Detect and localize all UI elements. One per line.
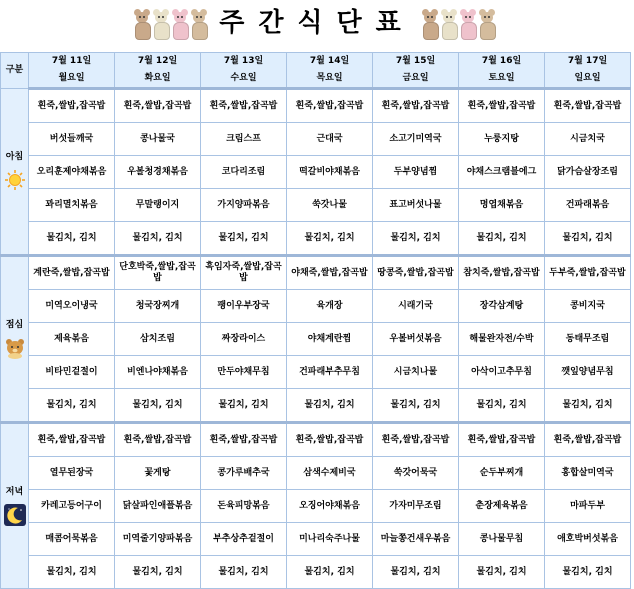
menu-cell: 시금치나물 [373,356,459,389]
menu-cell: 두부죽,쌀밥,잡곡밥 [545,256,631,290]
menu-cell: 물김치, 김치 [459,222,545,256]
menu-cell: 물김치, 김치 [29,222,115,256]
menu-cell: 물김치, 김치 [545,556,631,589]
menu-cell: 물김치, 김치 [201,556,287,589]
mouse-icon [459,8,477,40]
menu-cell: 우볼버섯볶음 [373,323,459,356]
menu-cell: 콩가루배추국 [201,457,287,490]
date-header-row [1,53,631,71]
menu-cell: 무말랭이지 [115,189,201,222]
menu-cell: 버섯들깨국 [29,123,115,156]
menu-cell: 흰죽,쌀밥,잡곡밥 [201,89,287,123]
menu-cell: 장각삼계탕 [459,290,545,323]
meal-label: 점심 [5,319,24,330]
menu-cell: 흰죽,쌀밥,잡곡밥 [287,89,373,123]
bear-icon [4,337,26,359]
menu-cell: 흰죽,쌀밥,잡곡밥 [373,89,459,123]
meal-cell [1,256,29,423]
meal-label: 저녁 [5,486,24,497]
meal-cell [1,89,29,256]
menu-cell: 짜장라이스 [201,323,287,356]
menu-cell: 흰죽,쌀밥,잡곡밥 [459,89,545,123]
menu-cell: 미역오이냉국 [29,290,115,323]
menu-cell: 삼치조림 [115,323,201,356]
menu-row [1,523,631,556]
menu-row [1,89,631,123]
menu-cell: 소고기미역국 [373,123,459,156]
menu-cell: 흰죽,쌀밥,잡곡밥 [373,423,459,457]
menu-cell: 물김치, 김치 [373,389,459,423]
menu-cell: 흰죽,쌀밥,잡곡밥 [287,423,373,457]
menu-cell: 미역줄기양파볶음 [115,523,201,556]
day-weekday: 일요일 [545,70,631,89]
menu-cell: 팽이우부장국 [201,290,287,323]
menu-cell: 콩비지국 [545,290,631,323]
menu-cell: 우볼청경채볶음 [115,156,201,189]
menu-cell: 아삭이고추무침 [459,356,545,389]
menu-cell: 흰죽,쌀밥,잡곡밥 [459,423,545,457]
menu-cell: 건파래볶음 [545,189,631,222]
menu-cell: 물김치, 김치 [29,389,115,423]
menu-cell: 마파두부 [545,490,631,523]
menu-row [1,356,631,389]
menu-cell: 건파래부추무침 [287,356,373,389]
menu-cell: 물김치, 김치 [545,389,631,423]
moon-icon [4,504,26,526]
menu-cell: 떡갈비야채볶음 [287,156,373,189]
menu-row [1,156,631,189]
mice-decoration-right [421,8,496,40]
day-date: 7월 15일 [373,53,459,71]
menu-cell: 명엽채볶음 [459,189,545,222]
menu-row [1,323,631,356]
menu-cell: 비타민겉절이 [29,356,115,389]
menu-cell: 돈육피망볶음 [201,490,287,523]
menu-cell: 꽈리멸치볶음 [29,189,115,222]
mouse-icon [440,8,458,40]
menu-cell: 야채스크램블에그 [459,156,545,189]
day-date: 7월 11일 [29,53,115,71]
menu-cell: 물김치, 김치 [287,222,373,256]
day-weekday: 월요일 [29,70,115,89]
menu-cell: 시래기국 [373,290,459,323]
menu-cell: 땅콩죽,쌀밥,잡곡밥 [373,256,459,290]
menu-cell: 흰죽,쌀밥,잡곡밥 [545,89,631,123]
menu-cell: 물김치, 김치 [115,222,201,256]
menu-cell: 물김치, 김치 [459,556,545,589]
menu-cell: 크림스프 [201,123,287,156]
menu-cell: 흰죽,쌀밥,잡곡밥 [115,423,201,457]
menu-cell: 흰죽,쌀밥,잡곡밥 [115,89,201,123]
menu-cell: 쑥갓나물 [287,189,373,222]
menu-cell: 부추상추겉절이 [201,523,287,556]
menu-cell: 닭살파인애플볶음 [115,490,201,523]
menu-cell: 닭가슴살장조림 [545,156,631,189]
meal-cell [1,423,29,589]
menu-cell: 계란죽,쌀밥,잡곡밥 [29,256,115,290]
menu-cell: 오리훈제야채볶음 [29,156,115,189]
menu-cell: 물김치, 김치 [201,222,287,256]
menu-row [1,290,631,323]
menu-cell: 마늘쫑건새우볶음 [373,523,459,556]
menu-cell: 흰죽,쌀밥,잡곡밥 [29,89,115,123]
menu-cell: 물김치, 김치 [29,556,115,589]
menu-cell: 꽃게탕 [115,457,201,490]
menu-cell: 참치죽,쌀밥,잡곡밥 [459,256,545,290]
menu-cell: 흰죽,쌀밥,잡곡밥 [545,423,631,457]
menu-cell: 애호박버섯볶음 [545,523,631,556]
menu-cell: 물김치, 김치 [287,389,373,423]
meal-label: 아침 [5,152,24,162]
menu-cell: 물김치, 김치 [373,222,459,256]
menu-cell: 해물완자전/수박 [459,323,545,356]
menu-cell: 물김치, 김치 [115,556,201,589]
menu-cell: 시금치국 [545,123,631,156]
sun-icon [4,169,26,191]
menu-cell: 근대국 [287,123,373,156]
menu-table [0,52,631,589]
menu-cell: 가지양파볶음 [201,189,287,222]
menu-cell: 동태무조림 [545,323,631,356]
menu-cell: 순두부찌개 [459,457,545,490]
menu-cell: 콩나물무침 [459,523,545,556]
menu-cell: 열무된장국 [29,457,115,490]
menu-cell: 쑥갓어묵국 [373,457,459,490]
day-weekday: 화요일 [115,70,201,89]
menu-cell: 야채계란찜 [287,323,373,356]
menu-cell: 만두야채무침 [201,356,287,389]
menu-cell: 야채죽,쌀밥,잡곡밥 [287,256,373,290]
menu-cell: 누룽지탕 [459,123,545,156]
day-weekday: 금요일 [373,70,459,89]
page-header [0,0,634,48]
menu-cell: 물김치, 김치 [287,556,373,589]
menu-cell: 미나리숙주나물 [287,523,373,556]
menu-cell: 물김치, 김치 [545,222,631,256]
day-date: 7월 17일 [545,53,631,71]
menu-cell: 삼색수제비국 [287,457,373,490]
menu-cell: 코다리조림 [201,156,287,189]
menu-cell: 물김치, 김치 [201,389,287,423]
menu-cell: 콩나물국 [115,123,201,156]
menu-cell: 표고버섯나물 [373,189,459,222]
menu-cell: 두부양념찜 [373,156,459,189]
day-weekday: 수요일 [201,70,287,89]
day-date: 7월 13일 [201,53,287,71]
menu-cell: 물김치, 김치 [115,389,201,423]
menu-cell: 가자미무조림 [373,490,459,523]
menu-cell: 오징어야채볶음 [287,490,373,523]
menu-cell: 흰죽,쌀밥,잡곡밥 [201,423,287,457]
menu-cell: 육개장 [287,290,373,323]
gubun-header: 구분 [1,53,29,89]
menu-cell: 물김치, 김치 [373,556,459,589]
day-date: 7월 12일 [115,53,201,71]
menu-cell: 깻잎양념무침 [545,356,631,389]
menu-cell: 단호박죽,쌀밥,잡곡밥 [115,256,201,290]
menu-cell: 제육볶음 [29,323,115,356]
menu-row [1,457,631,490]
page-title: 주간식단표 [219,8,415,38]
menu-row [1,123,631,156]
menu-cell: 청국장찌개 [115,290,201,323]
menu-row [1,389,631,423]
menu-cell: 흑임자죽,쌀밥,잡곡밥 [201,256,287,290]
mouse-icon [478,8,496,40]
day-weekday: 목요일 [287,70,373,89]
menu-cell: 매콤어묵볶음 [29,523,115,556]
mouse-icon [421,8,439,40]
menu-row [1,256,631,290]
weekday-header-row [1,70,631,89]
menu-row [1,490,631,523]
day-date: 7월 14일 [287,53,373,71]
menu-row [1,423,631,457]
menu-row [1,222,631,256]
menu-cell: 춘장제육볶음 [459,490,545,523]
menu-cell: 물김치, 김치 [459,389,545,423]
menu-cell: 흰죽,쌀밥,잡곡밥 [29,423,115,457]
day-date: 7월 16일 [459,53,545,71]
day-weekday: 토요일 [459,70,545,89]
menu-cell: 비엔나야채볶음 [115,356,201,389]
menu-cell: 홍합살미역국 [545,457,631,490]
menu-cell: 카레고등어구이 [29,490,115,523]
menu-row [1,189,631,222]
